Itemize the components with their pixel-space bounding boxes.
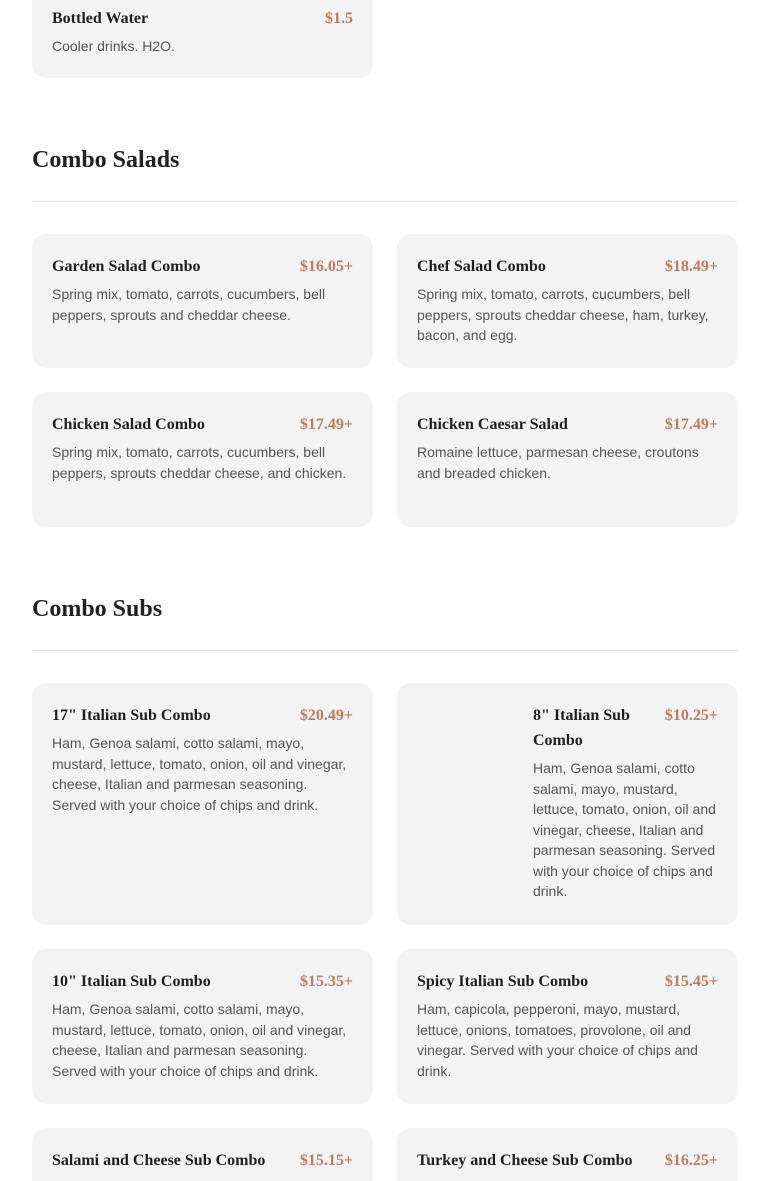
menu-item-card[interactable] — [32, 1128, 373, 1181]
menu-item-card[interactable] — [32, 949, 373, 1104]
menu-item-price: $15.15+ — [299, 1152, 353, 1169]
menu-item-name: 10" Italian Sub Combo — [52, 973, 211, 990]
menu-item-description: Cooler drinks. H2O. — [52, 38, 175, 54]
menu-item-name: Chicken Caesar Salad — [417, 416, 568, 433]
menu-item-name: Garden Salad Combo — [52, 258, 201, 275]
menu-item-card[interactable] — [32, 234, 373, 368]
menu-item-price: $15.35+ — [299, 973, 353, 990]
menu-item-description: Spring mix, tomato, carrots, cucumbers, bell peppers, sprouts cheddar cheese, ham, turkey, bacon, and egg. — [417, 286, 709, 343]
menu-item-price: $15.45+ — [664, 973, 718, 990]
menu-item-card[interactable] — [32, 683, 373, 925]
section-divider — [32, 201, 738, 202]
menu-item-description: Spring mix, tomato, carrots, cucumbers, bell peppers, sprouts and cheddar cheese. — [52, 286, 326, 323]
menu-item-card[interactable] — [397, 234, 738, 368]
menu-item-description: Ham, capicola, pepperoni, mayo, mustard, lettuce, onions, tomatoes, provolone, oil and vinegar. Served with your choice of chips and drink. — [417, 1001, 698, 1079]
menu-item-card[interactable] — [32, 0, 373, 78]
menu-item-description: Spring mix, tomato, carrots, cucumbers, bell peppers, sprouts cheddar cheese, and chicken. — [52, 444, 347, 481]
menu-item-price: $16.05+ — [299, 258, 353, 275]
menu-item-name: Spicy Italian Sub Combo — [417, 973, 589, 990]
menu-item-name: Bottled Water — [52, 10, 149, 27]
menu-item-name: Salami and Cheese Sub Combo — [52, 1152, 266, 1169]
menu-item-name: 8" Italian Sub Combo — [533, 707, 630, 749]
menu-item-price: $10.25+ — [664, 707, 718, 724]
menu-item-price: $16.25+ — [664, 1152, 718, 1169]
menu-item-card[interactable] — [397, 1128, 738, 1181]
menu-item-name: Chef Salad Combo — [417, 258, 546, 275]
menu-item-description: Ham, Genoa salami, cotto salami, mayo, mustard, lettuce, tomato, onion, oil and vinegar, cheese, Italian and parmesan seasoning. Served with your choice of chips and drink. — [52, 1001, 347, 1079]
section-title-combo-salads: Combo Salads — [32, 147, 180, 173]
section-title-combo-subs: Combo Subs — [32, 596, 163, 622]
menu-item-card[interactable] — [32, 392, 373, 527]
menu-item-price: $17.49+ — [299, 416, 353, 433]
section-divider — [32, 650, 738, 651]
menu-item-name: Chicken Salad Combo — [52, 416, 205, 433]
menu-item-price: $1.5 — [325, 10, 353, 27]
menu-item-price: $20.49+ — [299, 707, 353, 724]
menu-item-card[interactable] — [397, 949, 738, 1104]
menu-item-description: Ham, Genoa salami, cotto salami, mayo, mustard, lettuce, tomato, onion, oil and vinegar, cheese, Italian and parmesan seasoning. Served with your choice of chips and drink. — [533, 760, 716, 899]
menu-item-price: $18.49+ — [664, 258, 718, 275]
menu-item-card[interactable] — [397, 392, 738, 527]
menu-item-card[interactable] — [397, 683, 738, 925]
menu-item-name: 17" Italian Sub Combo — [52, 707, 211, 724]
menu-item-description: Romaine lettuce, parmesan cheese, croutons and breaded chicken. — [417, 444, 699, 481]
menu-item-name: Turkey and Cheese Sub Combo — [417, 1152, 633, 1169]
menu-item-description: Ham, Genoa salami, cotto salami, mayo, mustard, lettuce, tomato, onion, oil and vinegar, cheese, Italian and parmesan seasoning. Served with your choice of chips and drink. — [52, 735, 347, 813]
menu-item-price: $17.49+ — [664, 416, 718, 433]
